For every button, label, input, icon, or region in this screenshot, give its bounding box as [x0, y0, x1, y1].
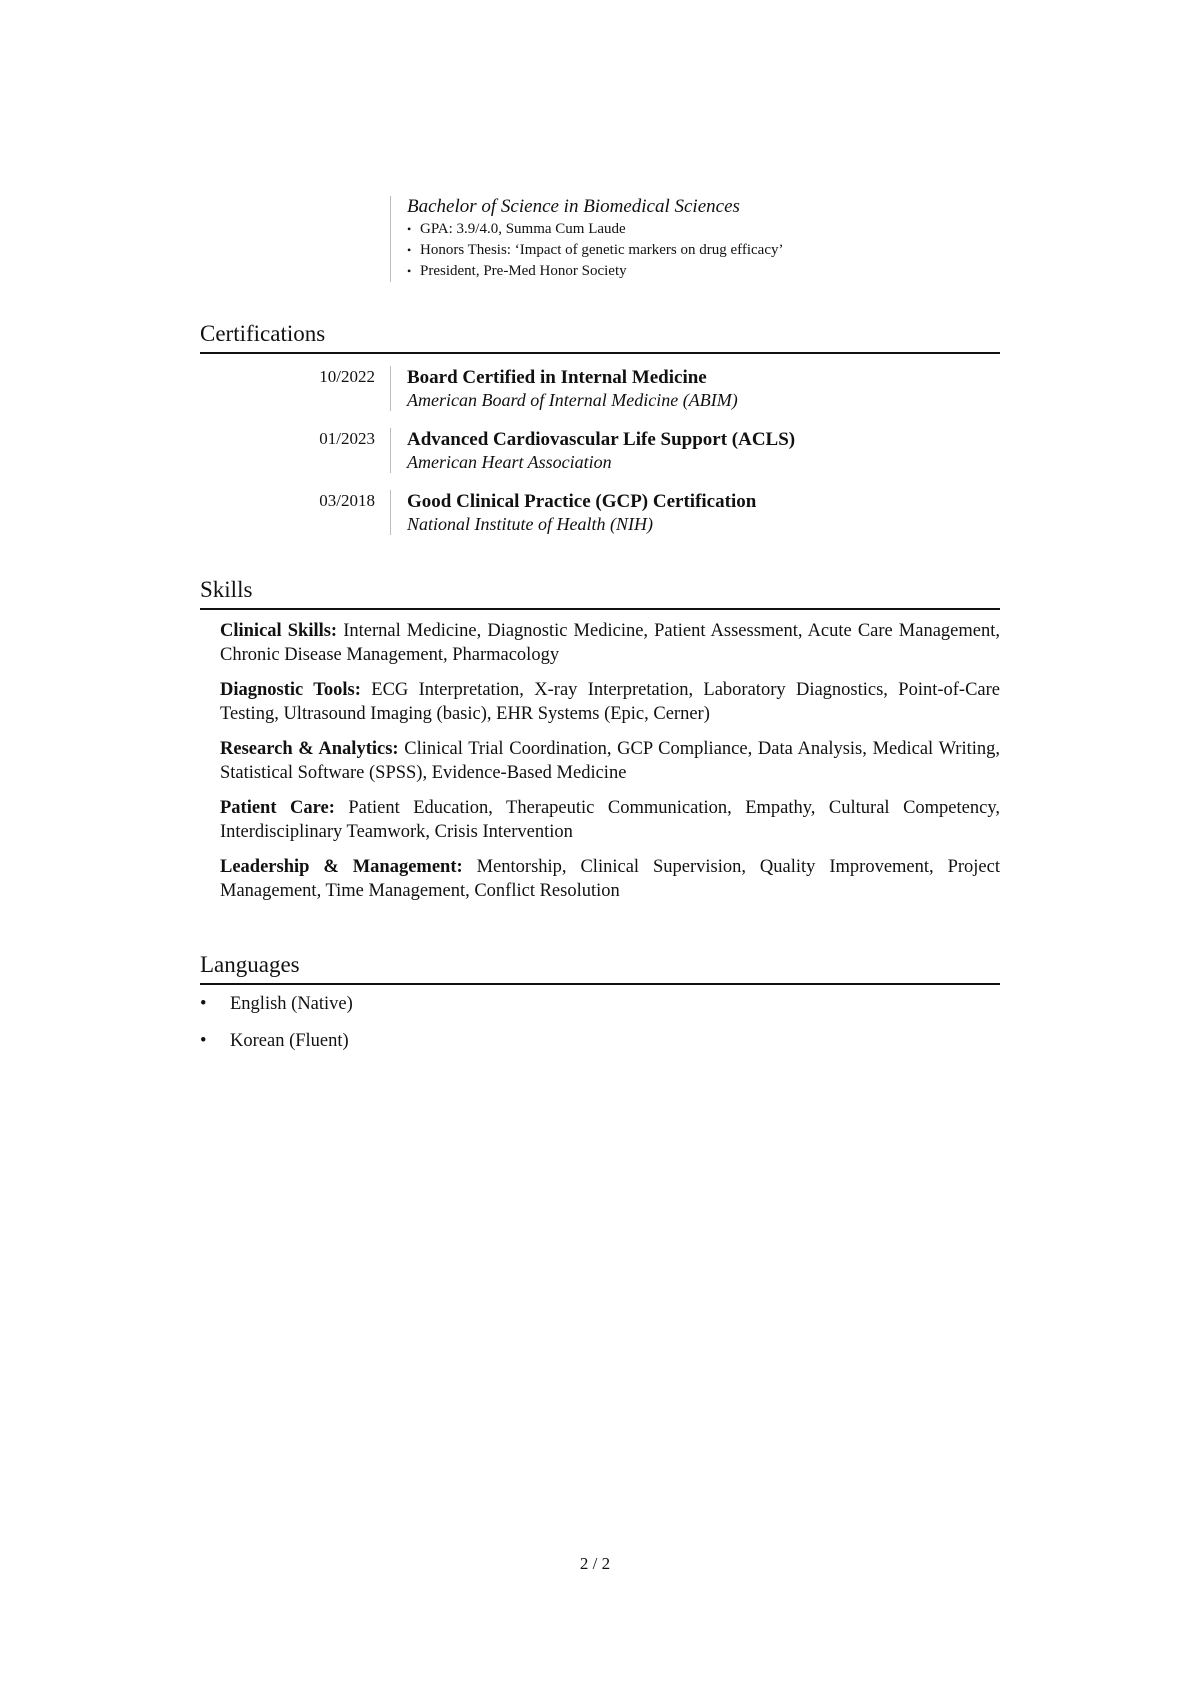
skill-group: [220, 620, 1000, 667]
certification-entry: [200, 428, 1000, 474]
certification-entry: [200, 366, 1000, 412]
certification-issuer: National Institute of Health (NIH): [407, 514, 653, 534]
certification-name: Advanced Cardiovascular Life Support (ACLS): [407, 429, 796, 450]
certification-name: Board Certified in Internal Medicine: [407, 367, 707, 388]
certification-body: [390, 490, 1007, 535]
language-item: • English (Native): [200, 994, 353, 1014]
bullet-icon: •: [407, 243, 412, 257]
skills-section: [200, 576, 1000, 903]
certification-body: [390, 428, 1007, 473]
languages-section: [200, 951, 1000, 1067]
section-title-certifications: Certifications: [200, 320, 1000, 354]
certification-entry: [200, 490, 1000, 536]
certifications-section: [200, 320, 1000, 536]
education-details-list: [407, 219, 967, 282]
skill-group-text: Mentorship, Clinical Supervision, Quality Improvement, Project Management, Time Management, Conflict Resolution: [220, 857, 1000, 901]
bullet-icon: •: [200, 1031, 207, 1051]
page-number: 2 / 2: [579, 1554, 611, 1573]
certification-issuer: American Board of Internal Medicine (ABIM): [407, 390, 738, 410]
bullet-icon: •: [407, 264, 412, 278]
resume-page: [200, 0, 1000, 1683]
certification-body: [390, 366, 1007, 411]
skill-group-label: Research & Analytics:: [220, 739, 399, 759]
skill-group-label: Clinical Skills:: [220, 621, 338, 641]
skill-group-text: Clinical Trial Coordination, GCP Compliance, Data Analysis, Medical Writing, Statistical Software (SPSS), Evidence-Based Medicine: [220, 739, 1000, 783]
skill-group: [220, 679, 1000, 726]
language-item: • Korean (Fluent): [200, 1031, 349, 1051]
education-detail-item: • President, Pre-Med Honor Society: [407, 261, 967, 282]
skill-group-label: Leadership & Management:: [220, 857, 463, 877]
certification-name: Good Clinical Practice (GCP) Certification: [407, 491, 757, 512]
languages-list: [200, 993, 1000, 1053]
education-detail-item: • Honors Thesis: ‘Impact of genetic markers on drug efficacy’: [407, 240, 967, 261]
skill-group: [220, 856, 1000, 903]
section-title-languages: Languages: [200, 951, 1000, 985]
bullet-icon: •: [407, 222, 412, 236]
skill-group-label: Diagnostic Tools:: [220, 680, 361, 700]
certification-issuer: American Heart Association: [407, 452, 612, 472]
certification-date: 10/2022: [319, 367, 375, 386]
skill-group-label: Patient Care:: [220, 798, 335, 818]
skill-group-text: ECG Interpretation, X-ray Interpretation, Laboratory Diagnostics, Point-of-Care Testing, Ultrasound Imaging (basic), EHR Systems (Epic, Cerner): [220, 680, 1001, 724]
skill-group: [220, 797, 1000, 844]
certification-date: 01/2023: [319, 429, 375, 448]
skill-group: [220, 738, 1000, 785]
bullet-icon: •: [200, 994, 207, 1014]
section-title-skills: Skills: [200, 576, 1000, 610]
education-entry-continued: [390, 196, 967, 282]
skill-group-text: Internal Medicine, Diagnostic Medicine, Patient Assessment, Acute Care Management, Chronic Disease Management, Pharmacology: [220, 621, 1001, 665]
certification-date: 03/2018: [319, 491, 375, 510]
education-detail-item: • GPA: 3.9/4.0, Summa Cum Laude: [407, 219, 967, 240]
degree-title: Bachelor of Science in Biomedical Sciences: [407, 196, 740, 217]
skill-group-text: Patient Education, Therapeutic Communication, Empathy, Cultural Competency, Interdisciplinary Teamwork, Crisis Intervention: [220, 798, 1000, 842]
